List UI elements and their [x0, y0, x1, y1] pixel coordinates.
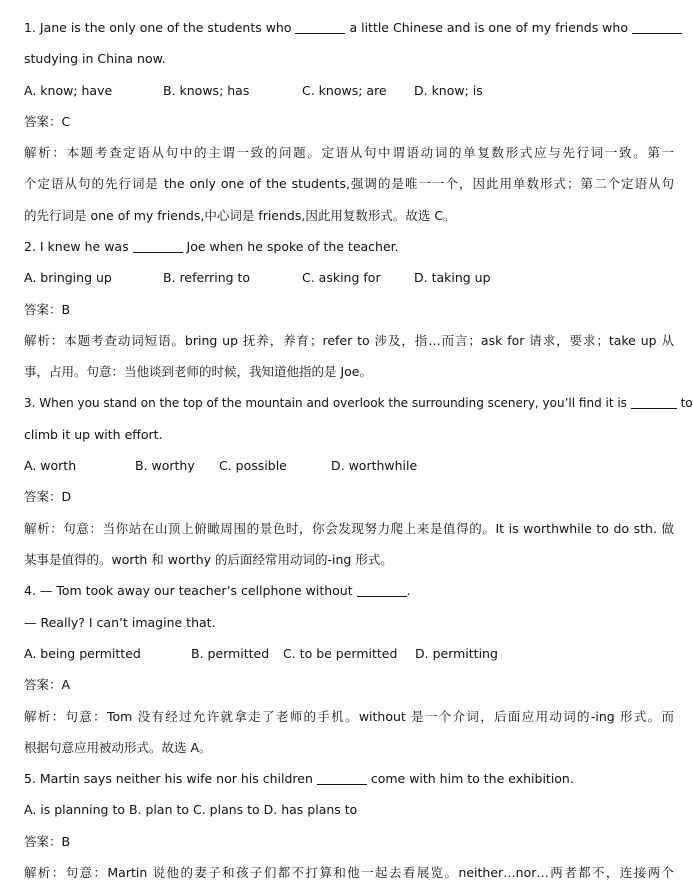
q1-stem-line-2: studying in China now.	[24, 51, 166, 67]
q3-option-a: A. worth	[24, 458, 77, 474]
q3-analysis-line-1: 解析：句意：当你站在山顶上俯瞰周围的景色时，你会发现努力爬上来是值得的。It is worthwhile to do sth. 做	[24, 520, 674, 536]
q2-option-c: C. asking for	[302, 270, 381, 286]
q2-analysis-line-1: 解析：本题考查动词短语。bring up 抚养，养育；refer to 涉及，指…而言；ask for 请求，要求；take up 从	[24, 332, 674, 348]
q4-analysis-line-2: 根据句意应用被动形式。故选 A。	[24, 739, 212, 755]
answer-blank	[357, 584, 407, 598]
answer-blank	[317, 772, 367, 786]
answer-blank	[631, 396, 677, 409]
q1-option-d: D. know; is	[414, 82, 483, 98]
q1-options	[24, 75, 674, 106]
q1-option-b: B. knows; has	[163, 82, 250, 98]
q1-analysis-line-3: 的先行词是 one of my friends,中心词是 friends,因此用复数形式。故选 C。	[24, 207, 456, 223]
q4-options	[24, 638, 674, 669]
answer-blank	[295, 21, 345, 35]
q2-answer: 答案：B	[24, 301, 71, 317]
q5-stem: 5. Martin says neither his wife nor his children come with him to the exhibition.	[24, 771, 574, 787]
q3-options	[24, 450, 674, 481]
q5-options: A. is planning to B. plan to C. plans to D. has plans to	[24, 802, 358, 818]
answer-blank	[133, 240, 183, 254]
q1-analysis-line-2: 个定语从句的先行词是 the only one of the students,强调的是唯一一个，因此用单数形式；第二个定语从句	[24, 176, 674, 192]
q1-stem-line-1: 1. Jane is the only one of the students who a little Chinese and is one of my friends who	[24, 12, 674, 43]
q1-option-a: A. know; have	[24, 82, 113, 98]
q3-option-b: B. worthy	[135, 458, 195, 474]
q4-option-b: B. permitted	[191, 645, 270, 661]
answer-blank	[632, 21, 682, 35]
q5-answer: 答案：B	[24, 833, 71, 849]
q2-stem: 2. I knew he was Joe when he spoke of the teacher.	[24, 239, 399, 255]
q3-option-d: D. worthwhile	[331, 458, 418, 474]
q2-option-b: B. referring to	[163, 270, 251, 286]
q4-analysis-line-1: 解析：句意：Tom 没有经过允许就拿走了老师的手机。without 是一个介词，后面应用动词的-ing 形式。而	[24, 708, 674, 724]
q1-analysis-line-1: 解析：本题考查定语从句中的主谓一致的问题。定语从句中谓语动词的单复数形式应与先行词一致。第一	[24, 145, 674, 161]
q4-option-d: D. permitting	[415, 645, 498, 661]
q5-analysis-line-1: 解析：句意：Martin 说他的妻子和孩子们都不打算和他一起去看展览。neither…nor…两者都不，连接两个	[24, 865, 674, 881]
q3-analysis-line-2: 某事是值得的。worth 和 worthy 的后面经常用动词的-ing 形式。	[24, 552, 393, 568]
q1-answer: 答案：C	[24, 113, 71, 129]
q4-stem-line-2: — Really? I can’t imagine that.	[24, 614, 216, 630]
q3-stem-line-2: climb it up with effort.	[24, 426, 163, 442]
q4-option-c: C. to be permitted	[283, 645, 398, 661]
q4-option-a: A. being permitted	[24, 645, 141, 661]
q2-options	[24, 262, 674, 293]
q2-option-a: A. bringing up	[24, 270, 112, 286]
q4-stem-line-1: 4. — Tom took away our teacher’s cellphone without .	[24, 583, 411, 599]
q2-analysis-line-2: 事，占用。句意：当他谈到老师的时候，我知道他指的是 Joe。	[24, 364, 372, 380]
q3-answer: 答案：D	[24, 489, 72, 505]
q3-stem-line-1: 3. When you stand on the top of the mountain and overlook the surrounding scenery, you’ll find it is to	[24, 395, 693, 410]
q2-option-d: D. taking up	[414, 270, 491, 286]
q4-answer: 答案：A	[24, 677, 71, 693]
q3-option-c: C. possible	[219, 458, 287, 474]
q1-option-c: C. knows; are	[302, 82, 387, 98]
